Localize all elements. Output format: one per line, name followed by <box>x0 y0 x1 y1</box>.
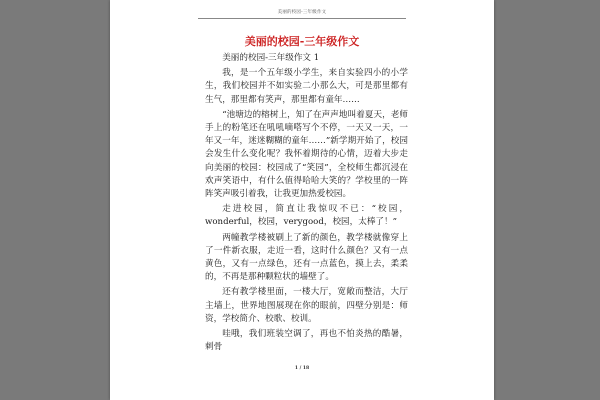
body-paragraph: 还有教学楼里面，一楼大厅，宽敞而整洁，大厅主墙上，世界地图展现在你的眼前，四壁分别是：师资，学校简介、校歌、校训。 <box>205 287 408 324</box>
body-paragraph: 我，是一个五年级小学生，来自实验四小的小学生，我们校园并不如实验二小那么大，可是那里都有生气，那里都有笑声，那里都有童年…… <box>205 68 408 105</box>
running-header: 美丽的校园-三年级作文 <box>277 10 327 15</box>
document-page <box>110 0 494 400</box>
header-divider <box>198 18 406 19</box>
page-title: 美丽的校园-三年级作文 <box>244 35 360 48</box>
document-body <box>205 52 408 356</box>
body-paragraph: “池塘边的榕树上，知了在声声地叫着夏天，老师手上的粉笔还在吼吼嘀嗒写个不停，一天又一天，一年又一年，迷迷糊糊的童年……”新学期开始了，校园会发生什么变化呢？我怀着期待的心情，迈着大步走向美丽的校园：校园成了“笑园”，全校师生都沉浸在欢声笑语中，有什么值得哈哈大笑的？学校里的一阵阵笑声吸引着我，让我更加热爱校园。 <box>205 109 408 200</box>
subtitle-paragraph: 美丽的校园-三年级作文 1 <box>222 53 320 63</box>
body-paragraph: 哇哦，我们班装空调了，再也不怕炎热的酷暑，刺骨 <box>205 329 408 353</box>
body-paragraph: 两幢教学楼被刷上了新的颜色，教学楼就像穿上了一件新衣服，走近一看，这时什么颜色？又有一点黄色，又有一点绿色，还有一点蓝色，摸上去，柔柔的，不再是那种颗粒状的墙壁了。 <box>205 232 408 283</box>
page-number: 1 / 18 <box>294 366 310 371</box>
body-paragraph: 走进校园，简直让我惊叹不已：“校园，wonderful，校园，verygood，校园，太棒了！” <box>205 204 408 228</box>
